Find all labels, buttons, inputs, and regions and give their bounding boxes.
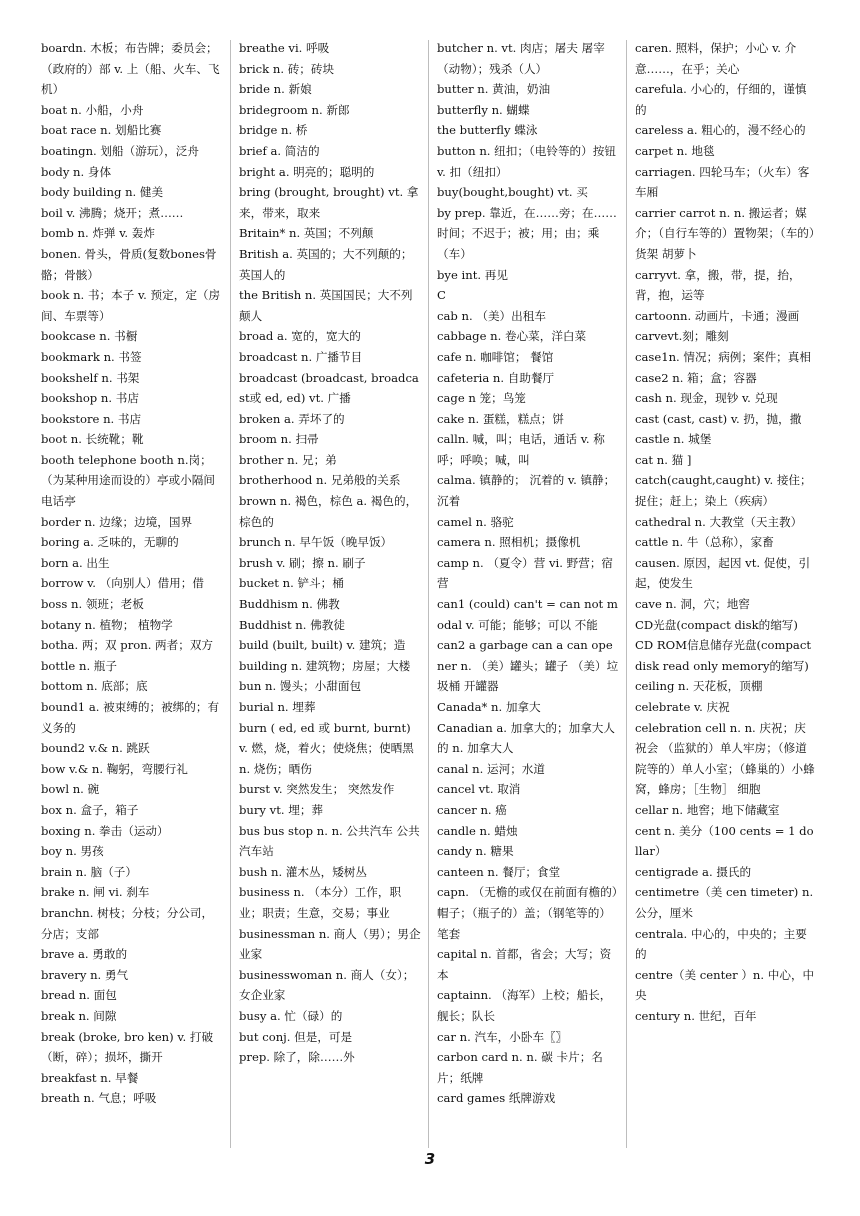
dictionary-entry: bring (brought, brought) vt. 拿来，带来，取来: [239, 185, 419, 220]
dictionary-entry: butterfly n. 蝴蝶: [437, 102, 530, 117]
dictionary-entry: bookshop n. 书店: [41, 391, 139, 406]
dictionary-entry: business n. （本分）工作，职业；职责；生意，交易；事业: [239, 885, 402, 920]
dictionary-entry: case2 n. 箱；盒；容器: [635, 370, 757, 385]
dictionary-entry: bury vt. 埋；葬: [239, 802, 324, 817]
dictionary-entry: bottom n. 底部；底: [41, 679, 148, 694]
dictionary-entry: carryvt. 拿，搬，带，提，抬，背，抱，运等: [635, 267, 801, 303]
dictionary-entry: bowl n. 碗: [41, 782, 100, 797]
dictionary-entry: boat race n. 划船比赛: [41, 123, 162, 138]
dictionary-entry: borrow v. （向别人）借用；借: [41, 576, 204, 591]
dictionary-entry: Britain* n. 英国；不列颠: [239, 226, 374, 241]
dictionary-entry: building n. 建筑物；房屋；大楼 bun n. 馒头；小甜面包: [239, 658, 411, 694]
dictionary-entry: centre（美 center ）n. 中心，中央: [635, 967, 815, 1003]
dictionary-entry: bound1 a. 被束缚的；被绑的；有义务的: [41, 700, 220, 735]
dictionary-entry: Canada* n. 加拿大: [437, 700, 541, 714]
dictionary-entry: bye int. 再见: [437, 267, 508, 282]
dictionary-entry: castle n. 城堡: [635, 432, 712, 447]
dictionary-entry: bonen. 骨头，骨质(复数bones骨骼；骨骸）: [41, 246, 217, 282]
dictionary-entry: carvevt.刻；雕刻: [635, 329, 729, 344]
dictionary-entry: bottle n. 瓶子: [41, 658, 117, 673]
dictionary-entry: case1n. 情况；病例；案件；真相: [635, 349, 811, 364]
dictionary-entry: build (built, built) v. 建筑；造: [239, 638, 406, 653]
dictionary-entry: cat n. 猫 ]: [635, 452, 692, 467]
dictionary-entry: camp n. （夏令）营 vi. 野营；宿营: [437, 555, 614, 591]
dictionary-entry: bookmark n. 书签: [41, 349, 142, 364]
column-divider: [230, 40, 231, 1148]
dictionary-entry: bus bus stop n. n. 公共汽车 公共汽车站: [239, 823, 420, 859]
column-2: [239, 38, 421, 1148]
dictionary-entry: cent n. 美分（100 cents = 1 dollar）: [635, 823, 814, 859]
column-4: [635, 38, 817, 1148]
dictionary-entry: booth telephone booth n.岗；（为某种用途而设的）亭或小隔间 电话亭: [41, 452, 215, 509]
dictionary-entry: bow v.& n. 鞠躬，弯腰行礼: [41, 761, 188, 776]
dictionary-entry: boatingn. 划船（游玩），泛舟: [41, 143, 199, 158]
dictionary-entry: cathedral n. 大教堂（天主教）: [635, 514, 803, 529]
dictionary-entry: carbon card n. n. 碳 卡片；名片；纸牌: [437, 1050, 603, 1085]
section-letter: C: [437, 288, 446, 303]
dictionary-entry: breathe vi. 呼吸: [239, 41, 330, 55]
dictionary-entry: bride n. 新娘: [239, 82, 312, 97]
dictionary-entry: breakfast n. 早餐: [41, 1070, 139, 1085]
dictionary-entry: brief a. 简洁的: [239, 143, 320, 158]
dictionary-entry: border n. 边缘；边境，国界: [41, 514, 193, 529]
dictionary-entry: centrala. 中心的，中央的；主要的: [635, 926, 807, 962]
dictionary-entry: capital n. 首都，省会；大写；资本: [437, 947, 612, 982]
page-number: 3: [424, 1150, 436, 1168]
dictionary-entry: broken a. 弄坏了的: [239, 411, 345, 426]
dictionary-entry: carpet n. 地毯: [635, 143, 715, 158]
column-divider: [428, 40, 429, 1148]
dictionary-entry: prep. 除了，除……外: [239, 1050, 355, 1065]
dictionary-entry: book n. 书；本子 v. 预定，定（房间、车票等）: [41, 288, 221, 323]
dictionary-entry: century n. 世纪，百年: [635, 1008, 757, 1023]
dictionary-entry: busy a. 忙（碌）的: [239, 1008, 343, 1023]
dictionary-entry: botha. 两；双 pron. 两者；双方: [41, 638, 214, 653]
dictionary-entry: celebrate v. 庆祝: [635, 700, 730, 714]
dictionary-entry: bookshelf n. 书架: [41, 370, 140, 385]
dictionary-entry: boot n. 长统靴；靴: [41, 432, 144, 447]
dictionary-entry: cartoonn. 动画片，卡通；漫画: [635, 308, 800, 323]
dictionary-entry: box n. 盒子，箱子: [41, 802, 139, 817]
dictionary-entry: calma. 镇静的； 沉着的 v. 镇静； 沉着: [437, 473, 616, 509]
dictionary-entry: boxing n. 拳击（运动）: [41, 823, 169, 838]
column-3: [437, 38, 619, 1148]
dictionary-entry: boardn. 木板；布告牌；委员会；（政府的）部 v. 上（船、火车、飞机）: [41, 41, 220, 97]
dictionary-entry: bridegroom n. 新郎: [239, 102, 350, 117]
dictionary-entry: candy n. 糖果: [437, 844, 514, 859]
dictionary-entry: boring a. 乏味的，无聊的: [41, 535, 179, 550]
dictionary-entry: CD光盘(compact disk的缩写): [635, 617, 798, 632]
dictionary-entry: caren. 照料，保护；小心 v. 介意……，在乎；关心: [635, 41, 797, 76]
dictionary-entry: butter n. 黄油，奶油: [437, 82, 551, 97]
dictionary-entry: body n. 身体: [41, 164, 112, 179]
dictionary-entry: broadcast (broadcast, broadcast或 ed, ed) vt. 广播: [239, 370, 419, 406]
dictionary-entry: boil v. 沸腾；烧开；煮……: [41, 205, 184, 220]
dictionary-entry: but conj. 但是，可是: [239, 1029, 353, 1044]
dictionary-entry: ceiling n. 天花板，顶棚: [635, 679, 763, 694]
dictionary-entry: burn ( ed, ed 或 burnt, burnt) v. 燃，烧，着火；使烧焦；使晒黑 n. 烧伤；晒伤: [239, 720, 414, 776]
dictionary-entry: button n. 纽扣；（电铃等的）按钮 v. 扣（纽扣）: [437, 143, 616, 179]
dictionary-entry: born a. 出生: [41, 555, 110, 570]
dictionary-entry: butcher n. vt. 肉店；屠夫 屠宰（动物）；残杀（人）: [437, 41, 605, 76]
dictionary-entry: burial n. 埋葬: [239, 700, 316, 714]
dictionary-entry: centigrade a. 摄氏的: [635, 864, 752, 879]
dictionary-entry: canal n. 运河；水道: [437, 761, 545, 776]
dictionary-entry: broom n. 扫帚: [239, 432, 319, 447]
dictionary-entry: brown n. 褐色，棕色 a. 褐色的，棕色的: [239, 494, 418, 529]
dictionary-entry: businessman n. 商人（男）；男企业家: [239, 926, 421, 962]
dictionary-entry: brick n. 砖；砖块: [239, 61, 335, 76]
dictionary-entry: brave a. 勇敢的: [41, 947, 128, 962]
dictionary-entry: brotherhood n. 兄弟般的关系: [239, 473, 401, 488]
dictionary-entry: CD ROM信息储存光盘(compact disk read only memory的缩写): [635, 638, 811, 673]
dictionary-entry: Buddhism n. 佛教: [239, 597, 340, 612]
dictionary-entry: camera n. 照相机；摄像机: [437, 535, 581, 550]
dictionary-entry: brother n. 兄；弟: [239, 452, 337, 467]
dictionary-entry: cast (cast, cast) v. 扔，抛，撒: [635, 411, 802, 426]
dictionary-entry: celebration cell n. n. 庆祝；庆祝会 （监狱的）单人牢房；（修道院等的）单人小室；（蜂巢的）小蜂窝，蜂房；［生物］ 细胞: [635, 720, 815, 797]
dictionary-entry: bravery n. 勇气: [41, 967, 129, 982]
dictionary-entry: branchn. 树枝；分枝；分公司，分店；支部: [41, 905, 214, 941]
dictionary-entry: cattle n. 牛（总称），家畜: [635, 535, 774, 550]
dictionary-entry: bookstore n. 书店: [41, 411, 142, 426]
dictionary-entry: calln. 喊，叫；电话，通话 v. 称呼；呼唤；喊，叫: [437, 432, 605, 467]
dictionary-entry: businesswoman n. 商人（女）；女企业家: [239, 967, 415, 1003]
dictionary-entry: broadcast n. 广播节目: [239, 349, 363, 364]
dictionary-entry: carrier carrot n. n. 搬运者；媒介；（自行车等的）置物架；（车的）货架 胡萝卜: [635, 205, 815, 261]
dictionary-entry: brain n. 脑（子）: [41, 864, 137, 879]
dictionary-entry: bucket n. 铲斗；桶: [239, 576, 344, 591]
dictionary-entry: camel n. 骆驼: [437, 514, 514, 529]
dictionary-entry: Canadian a. 加拿大的；加拿大人的 n. 加拿大人: [437, 720, 615, 756]
dictionary-entry: carriagen. 四轮马车；（火车）客车厢: [635, 164, 810, 200]
dictionary-entry: carefula. 小心的，仔细的，谨慎的: [635, 82, 807, 117]
dictionary-entry: card games 纸牌游戏: [437, 1091, 556, 1106]
dictionary-entry: cave n. 洞，穴；地窖: [635, 597, 750, 612]
dictionary-entry: burst v. 突然发生； 突然发作: [239, 782, 395, 797]
dictionary-entry: break (broke, bro ken) v. 打破（断，碎）；损坏，撕开: [41, 1029, 214, 1065]
column-divider: [626, 40, 627, 1148]
column-1: [41, 38, 223, 1148]
dictionary-entry: botany n. 植物； 植物学: [41, 617, 173, 632]
dictionary-entry: bread n. 面包: [41, 988, 117, 1003]
dictionary-entry: breath n. 气息；呼吸: [41, 1091, 157, 1106]
dictionary-entry: the British n. 英国国民；大不列颠人: [239, 288, 413, 323]
dictionary-entry: by prep. 靠近，在……旁；在……时间；不迟于；被；用；由；乘（车）: [437, 205, 617, 261]
dictionary-entry: can2 a garbage can a can opener n. （美）罐头；罐子 （美）垃圾桶 开罐器: [437, 638, 619, 694]
dictionary-entry: cake n. 蛋糕，糕点；饼: [437, 411, 564, 426]
dictionary-entry: boss n. 领班；老板: [41, 597, 144, 612]
dictionary-entry: capn. （无檐的或仅在前面有檐的）帽子；（瓶子的）盖；（钢笔等的）笔套: [437, 885, 618, 941]
dictionary-entry: boat n. 小船，小舟: [41, 102, 144, 117]
dictionary-entry: candle n. 蜡烛: [437, 823, 518, 838]
dictionary-entry: catch(caught,caught) v. 接住；捉住；赶上；染上（疾病）: [635, 473, 812, 509]
dictionary-entry: bookcase n. 书橱: [41, 329, 138, 344]
dictionary-entry: cellar n. 地窖；地下储藏室: [635, 802, 780, 817]
dictionary-entry: break n. 间隙: [41, 1008, 117, 1023]
dictionary-entry: boy n. 男孩: [41, 844, 104, 859]
dictionary-entry: broad a. 宽的，宽大的: [239, 329, 361, 344]
dictionary-entry: British a. 英国的；大不列颠的；英国人的: [239, 246, 413, 282]
dictionary-entry: cash n. 现金，现钞 v. 兑现: [635, 391, 778, 406]
dictionary-entry: Buddhist n. 佛教徒: [239, 617, 345, 632]
dictionary-entry: car n. 汽车，小卧车〖〗: [437, 1029, 568, 1044]
dictionary-entry: can1 (could) can't = can not modal v. 可能；能够；可以 不能: [437, 597, 618, 632]
dictionary-entry: brake n. 闸 vi. 刹车: [41, 885, 150, 900]
dictionary-entry: causen. 原因，起因 vt. 促使，引起，使发生: [635, 555, 811, 591]
dictionary-entry: buy(bought,bought) vt. 买: [437, 185, 588, 200]
dictionary-entry: centimetre（美 cen timeter) n. 公分，厘米: [635, 885, 814, 920]
dictionary-entry: cancer n. 癌: [437, 802, 507, 817]
dictionary-entry: cabbage n. 卷心菜，洋白菜: [437, 329, 587, 344]
dictionary-entry: brunch n. 早午饭（晚早饭）: [239, 535, 393, 550]
dictionary-entry: cancel vt. 取消: [437, 782, 521, 797]
dictionary-entry: cafeteria n. 自助餐厅: [437, 370, 555, 385]
dictionary-entry: captainn. （海军）上校；船长，舰长；队长: [437, 988, 612, 1023]
dictionary-entry: canteen n. 餐厅；食堂: [437, 864, 561, 879]
dictionary-entry: bright a. 明亮的；聪明的: [239, 164, 375, 179]
dictionary-page: [34, 38, 826, 1152]
dictionary-entry: bush n. 灌木丛，矮树丛: [239, 864, 367, 879]
dictionary-entry: brush v. 刷；擦 n. 刷子: [239, 555, 366, 570]
dictionary-entry: bound2 v.& n. 跳跃: [41, 741, 150, 756]
dictionary-entry: bomb n. 炸弹 v. 轰炸: [41, 226, 155, 241]
dictionary-entry: bridge n. 桥: [239, 123, 308, 138]
dictionary-entry: cab n. （美）出租车: [437, 308, 546, 323]
dictionary-entry: the butterfly 蝶泳: [437, 123, 538, 138]
dictionary-entry: careless a. 粗心的，漫不经心的: [635, 123, 806, 138]
dictionary-entry: body building n. 健美: [41, 185, 164, 200]
dictionary-entry: cage n 笼；鸟笼: [437, 391, 526, 406]
dictionary-entry: cafe n. 咖啡馆； 餐馆: [437, 349, 554, 364]
